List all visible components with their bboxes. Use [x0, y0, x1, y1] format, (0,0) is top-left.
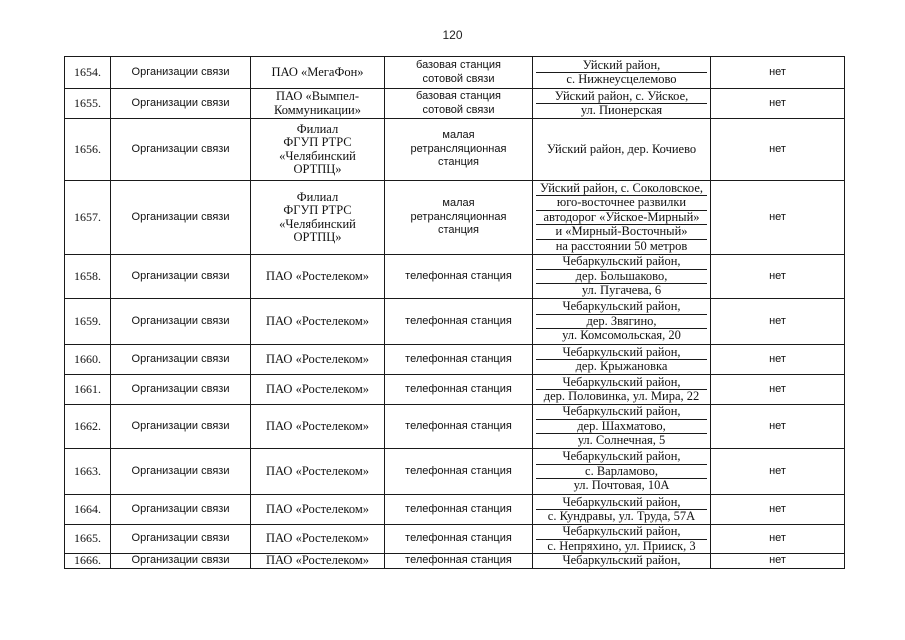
- row-flag: нет: [711, 554, 845, 569]
- address-line: Чебаркульский район,: [536, 450, 707, 465]
- row-address: [533, 525, 711, 554]
- address-line: с. Непряхино, ул. Прииск, 3: [547, 538, 696, 553]
- organization-line: ОРТПЦ»: [293, 162, 342, 176]
- object-type-line: станция: [437, 224, 479, 237]
- row-flag: нет: [711, 255, 845, 299]
- object-type-line: малая: [442, 129, 475, 142]
- object-type-line: телефонная станция: [405, 464, 512, 477]
- address-line: Чебаркульский район,: [536, 525, 707, 540]
- object-type-line: телефонная станция: [405, 269, 512, 282]
- object-type-line: ретрансляционная: [410, 210, 507, 223]
- row-flag: нет: [711, 57, 845, 89]
- row-number: 1659.: [65, 299, 111, 345]
- table-row: [65, 495, 845, 525]
- row-address: [533, 495, 711, 525]
- address-line: ул. Солнечная, 5: [577, 433, 666, 448]
- row-organization: [251, 495, 385, 525]
- organization-line: ПАО «Ростелеком»: [266, 463, 369, 478]
- address-line: Уйский район,: [536, 59, 707, 74]
- row-organization: [251, 345, 385, 375]
- table-row: [65, 554, 845, 569]
- row-category: Организации связи: [111, 57, 251, 89]
- address-line: Чебаркульский район,: [536, 300, 707, 315]
- address-line: Чебаркульский район,: [536, 405, 707, 420]
- organization-line: «Челябинский: [279, 148, 356, 163]
- organization-line: Филиал: [296, 121, 339, 136]
- row-flag: нет: [711, 89, 845, 119]
- organization-line: ПАО «Ростелеком»: [266, 418, 369, 433]
- address-line: Чебаркульский район,: [536, 376, 707, 391]
- object-type-line: телефонная станция: [405, 419, 512, 432]
- object-type-line: базовая станция: [416, 59, 501, 71]
- row-flag: нет: [711, 449, 845, 495]
- object-type-line: телефонная станция: [405, 382, 512, 395]
- row-flag: нет: [711, 181, 845, 255]
- row-address: [533, 181, 711, 255]
- organization-line: ПАО «Ростелеком»: [266, 553, 369, 568]
- row-address: [533, 449, 711, 495]
- row-organization: [251, 181, 385, 255]
- table-row: [65, 345, 845, 375]
- organization-line: ПАО «МегаФон»: [271, 64, 364, 79]
- page-number: 120: [442, 28, 463, 42]
- organization-line: ПАО «Ростелеком»: [266, 501, 369, 516]
- row-object-type: [385, 255, 533, 299]
- table-row: [65, 449, 845, 495]
- row-number: 1656.: [65, 119, 111, 181]
- row-organization: [251, 89, 385, 119]
- organization-line: ПАО «Ростелеком»: [266, 313, 369, 328]
- table-row: [65, 89, 845, 119]
- row-address: [533, 299, 711, 345]
- address-line: с. Нижнеусцелемово: [566, 72, 677, 86]
- row-object-type: [385, 449, 533, 495]
- table-row: [65, 181, 845, 255]
- organization-line: ПАО «Вымпел-: [275, 89, 360, 103]
- organization-line: ПАО «Ростелеком»: [266, 531, 369, 546]
- row-category: Организации связи: [111, 181, 251, 255]
- row-number: 1666.: [65, 554, 111, 569]
- row-category: Организации связи: [111, 554, 251, 569]
- organization-line: «Челябинский: [279, 216, 356, 231]
- row-address: [533, 405, 711, 449]
- table-row: [65, 375, 845, 405]
- organization-line: Коммуникации»: [274, 102, 361, 117]
- address-line: Чебаркульский район,: [536, 496, 707, 511]
- row-object-type: [385, 405, 533, 449]
- table-row: [65, 525, 845, 554]
- row-organization: [251, 255, 385, 299]
- row-address: [533, 57, 711, 89]
- row-address: [533, 375, 711, 405]
- row-address: [533, 89, 711, 119]
- address-line: юго-восточнее развилки: [536, 196, 707, 211]
- row-number: 1665.: [65, 525, 111, 554]
- address-line: с. Варламово,: [536, 465, 707, 480]
- object-type-line: телефонная станция: [405, 532, 512, 545]
- row-category: Организации связи: [111, 449, 251, 495]
- address-line: с. Кундравы, ул. Труда, 57А: [547, 509, 696, 523]
- address-line: ул. Пионерская: [580, 103, 663, 117]
- address-line: дер. Половинка, ул. Мира, 22: [543, 389, 700, 403]
- row-object-type: [385, 375, 533, 405]
- row-flag: нет: [711, 495, 845, 525]
- object-type-line: сотовой связи: [422, 103, 495, 116]
- row-organization: [251, 375, 385, 405]
- row-object-type: [385, 89, 533, 119]
- row-number: 1662.: [65, 405, 111, 449]
- table-row: [65, 405, 845, 449]
- row-flag: нет: [711, 299, 845, 345]
- row-object-type: [385, 299, 533, 345]
- row-flag: нет: [711, 119, 845, 181]
- object-type-line: малая: [442, 197, 475, 210]
- table-row: [65, 299, 845, 345]
- organization-line: ПАО «Ростелеком»: [266, 268, 369, 283]
- address-line: Чебаркульский район,: [562, 553, 681, 568]
- row-address: [533, 554, 711, 569]
- row-category: Организации связи: [111, 525, 251, 554]
- row-flag: нет: [711, 345, 845, 375]
- object-type-line: базовая станция: [416, 90, 501, 102]
- row-category: Организации связи: [111, 345, 251, 375]
- row-flag: нет: [711, 525, 845, 554]
- row-address: [533, 345, 711, 375]
- row-flag: нет: [711, 405, 845, 449]
- row-organization: [251, 299, 385, 345]
- organization-line: ПАО «Ростелеком»: [266, 381, 369, 396]
- row-number: 1654.: [65, 57, 111, 89]
- row-object-type: [385, 345, 533, 375]
- row-address: [533, 255, 711, 299]
- registry-table: [64, 56, 845, 569]
- address-line: Уйский район, с. Соколовское,: [536, 182, 707, 197]
- address-line: дер. Большаково,: [536, 270, 707, 285]
- row-object-type: [385, 57, 533, 89]
- table-row: [65, 255, 845, 299]
- row-organization: [251, 405, 385, 449]
- row-category: Организации связи: [111, 375, 251, 405]
- object-type-line: сотовой связи: [422, 72, 495, 85]
- object-type-line: телефонная станция: [405, 314, 512, 327]
- row-category: Организации связи: [111, 89, 251, 119]
- row-number: 1658.: [65, 255, 111, 299]
- address-line: дер. Крыжановка: [575, 359, 668, 373]
- address-line: Уйский район, дер. Кочиево: [546, 141, 697, 156]
- row-number: 1663.: [65, 449, 111, 495]
- organization-line: ОРТПЦ»: [293, 230, 342, 244]
- row-number: 1660.: [65, 345, 111, 375]
- row-flag: нет: [711, 375, 845, 405]
- address-line: Чебаркульский район,: [536, 255, 707, 270]
- row-organization: [251, 554, 385, 569]
- organization-line: ФГУП РТРС: [283, 135, 352, 149]
- object-type-line: телефонная станция: [405, 502, 512, 515]
- row-organization: [251, 525, 385, 554]
- row-category: Организации связи: [111, 495, 251, 525]
- row-category: Организации связи: [111, 119, 251, 181]
- row-category: Организации связи: [111, 405, 251, 449]
- row-object-type: [385, 525, 533, 554]
- address-line: ул. Пугачева, 6: [581, 283, 662, 298]
- table-row: [65, 57, 845, 89]
- row-object-type: [385, 181, 533, 255]
- row-category: Организации связи: [111, 255, 251, 299]
- row-organization: [251, 57, 385, 89]
- row-organization: [251, 119, 385, 181]
- row-organization: [251, 449, 385, 495]
- row-object-type: [385, 554, 533, 569]
- object-type-line: ретрансляционная: [410, 142, 507, 155]
- object-type-line: телефонная станция: [405, 554, 512, 567]
- address-line: ул. Комсомольская, 20: [562, 328, 681, 343]
- row-number: 1661.: [65, 375, 111, 405]
- object-type-line: телефонная станция: [405, 352, 512, 365]
- address-line: Уйский район, с. Уйское,: [536, 90, 707, 105]
- table-row: [65, 119, 845, 181]
- row-object-type: [385, 495, 533, 525]
- row-number: 1664.: [65, 495, 111, 525]
- address-line: дер. Шахматово,: [536, 420, 707, 435]
- object-type-line: станция: [437, 156, 479, 169]
- organization-line: ФГУП РТРС: [283, 203, 352, 217]
- address-line: ул. Почтовая, 10А: [573, 478, 670, 493]
- row-number: 1655.: [65, 89, 111, 119]
- row-address: [533, 119, 711, 181]
- address-line: дер. Звягино,: [536, 315, 707, 330]
- address-line: на расстоянии 50 метров: [555, 238, 688, 253]
- address-line: автодорог «Уйское-Мирный»: [536, 211, 707, 226]
- organization-line: ПАО «Ростелеком»: [266, 351, 369, 366]
- address-line: и «Мирный-Восточный»: [536, 225, 707, 240]
- organization-line: Филиал: [296, 189, 339, 204]
- row-object-type: [385, 119, 533, 181]
- row-category: Организации связи: [111, 299, 251, 345]
- row-number: 1657.: [65, 181, 111, 255]
- table-body: [65, 57, 845, 569]
- address-line: Чебаркульский район,: [536, 346, 707, 361]
